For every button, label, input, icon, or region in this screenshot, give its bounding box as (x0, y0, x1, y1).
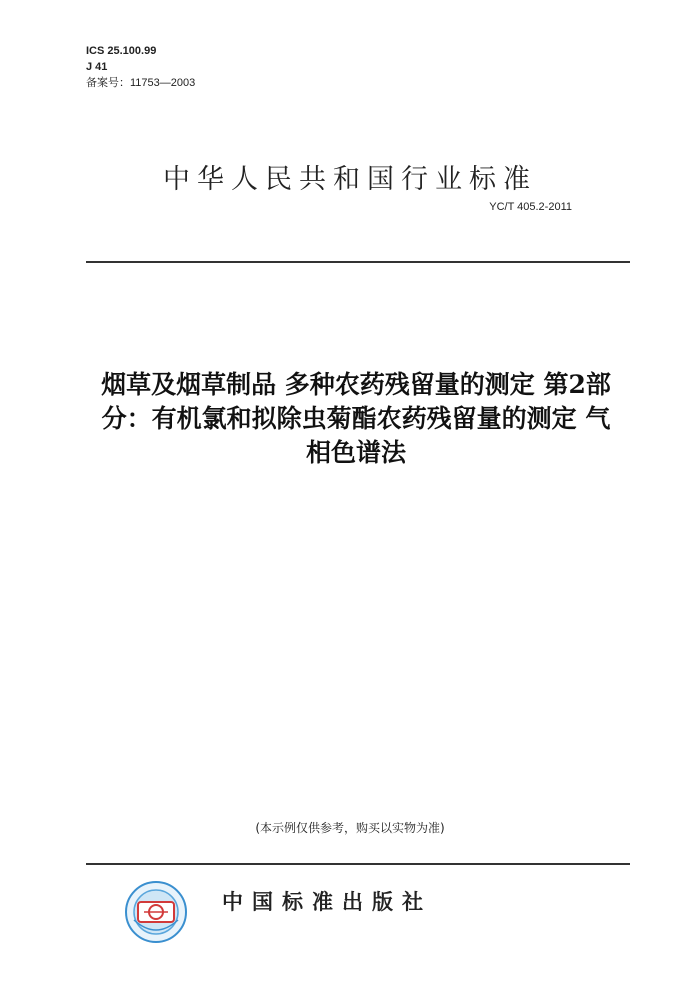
publisher-name: 中国标准出版社 (222, 890, 432, 914)
filing-number: 备案号：11753—2003 (86, 77, 196, 89)
top-divider (86, 261, 630, 263)
document-title-line: 烟草及烟草制品 多种农药残留量的测定 第2部 (101, 370, 611, 399)
standard-number: YC/T 405.2-2011 (489, 201, 572, 213)
class-code: J 41 (86, 61, 108, 73)
document-title (40, 368, 672, 470)
document-title-line: 分：有机氯和拟除虫菊酯农药残留量的测定 气 (101, 404, 611, 433)
standard-category-title: 中华人民共和国行业标准 (163, 164, 537, 195)
publisher-seal-icon (124, 880, 188, 944)
ics-code: ICS 25.100.99 (86, 45, 157, 57)
header-meta (86, 43, 195, 91)
document-title-line: 相色谱法 (305, 438, 406, 467)
disclaimer-text: (本示例仅供参考，购买以实物为准) (255, 821, 445, 835)
bottom-divider (86, 863, 630, 865)
